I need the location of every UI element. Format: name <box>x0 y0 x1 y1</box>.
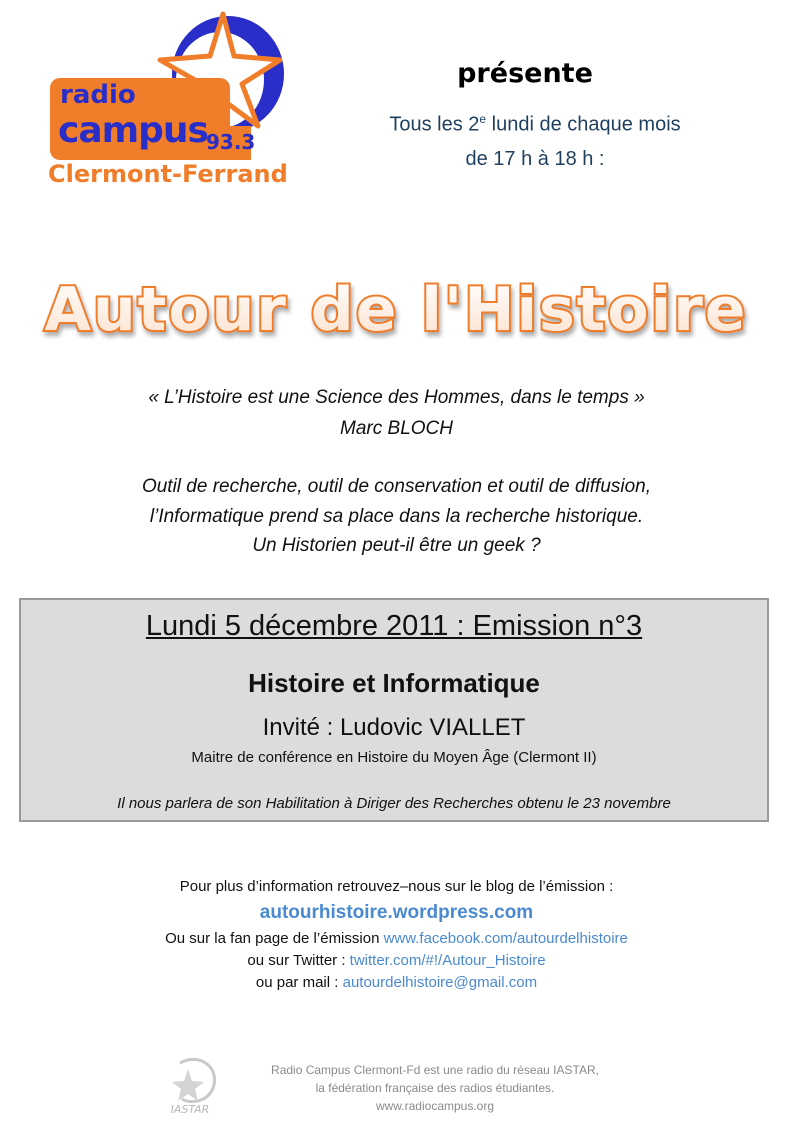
show-title <box>0 268 793 348</box>
mail-label: ou par mail : <box>255 974 343 991</box>
facebook-line <box>0 930 793 947</box>
schedule-time: de 17 h à 18 h : <box>465 148 605 170</box>
mail-line <box>0 974 793 991</box>
iastar-star-icon <box>172 1069 204 1101</box>
schedule-suffix: lundi de chaque mois <box>486 113 681 136</box>
guest-role: Maitre de conférence en Histoire du Moyen Âge (Clermont II) <box>191 749 597 766</box>
schedule-sup: e <box>479 112 487 126</box>
description-line: Outil de recherche, outil de conservation et outil de diffusion, <box>141 476 652 497</box>
episode-guest: Invité : Ludovic VIALLET <box>262 714 526 741</box>
episode-box <box>19 598 769 822</box>
network-website[interactable]: www.radiocampus.org <box>375 1099 495 1113</box>
more-info-text: Pour plus d’information retrouvez–nous sur le blog de l’émission : <box>179 878 614 895</box>
logo-campus-text: campus <box>58 110 208 151</box>
episode-date: Lundi 5 décembre 2011 : Emission n°3 <box>145 610 643 642</box>
presents-heading: présente <box>457 58 593 89</box>
mail-link[interactable]: autourdelhistoire@gmail.com <box>342 974 538 991</box>
quote-author: Marc BLOCH <box>340 418 453 439</box>
network-line: la fédération française des radios étudiantes. <box>315 1081 555 1095</box>
description-line: Un Historien peut-il être un geek ? <box>252 535 541 556</box>
schedule-prefix: Tous les 2 <box>389 113 480 136</box>
twitter-link[interactable]: twitter.com/#!/Autour_Histoire <box>349 952 546 969</box>
quote-text: « L’Histoire est une Science des Hommes, dans le temps » <box>148 387 645 408</box>
twitter-label: ou sur Twitter : <box>247 952 350 969</box>
twitter-line <box>0 952 793 969</box>
schedule-day <box>330 112 740 137</box>
episode-note: Il nous parlera de son Habilitation à Diriger des Recherches obtenu le 23 novembre <box>117 795 671 812</box>
iastar-logo-text: IASTAR <box>170 1103 210 1115</box>
episode-subject: Histoire et Informatique <box>248 668 540 698</box>
radio-campus-logo <box>48 8 298 193</box>
facebook-link[interactable]: www.facebook.com/autourdelhistoire <box>383 930 628 947</box>
logo-frequency: 93.3 <box>206 130 256 154</box>
description-line: l’Informatique prend sa place dans la recherche historique. <box>149 506 644 527</box>
logo-city: Clermont-Ferrand <box>48 160 288 188</box>
show-title-text: Autour de l'Histoire <box>44 275 748 345</box>
blog-link[interactable]: autourhistoire.wordpress.com <box>259 902 534 923</box>
network-line: Radio Campus Clermont-Fd est une radio du réseau IASTAR, <box>271 1063 599 1077</box>
facebook-label: Ou sur la fan page de l’émission <box>165 930 384 947</box>
iastar-logo <box>158 1055 223 1115</box>
logo-radio-text: radio <box>60 80 136 110</box>
